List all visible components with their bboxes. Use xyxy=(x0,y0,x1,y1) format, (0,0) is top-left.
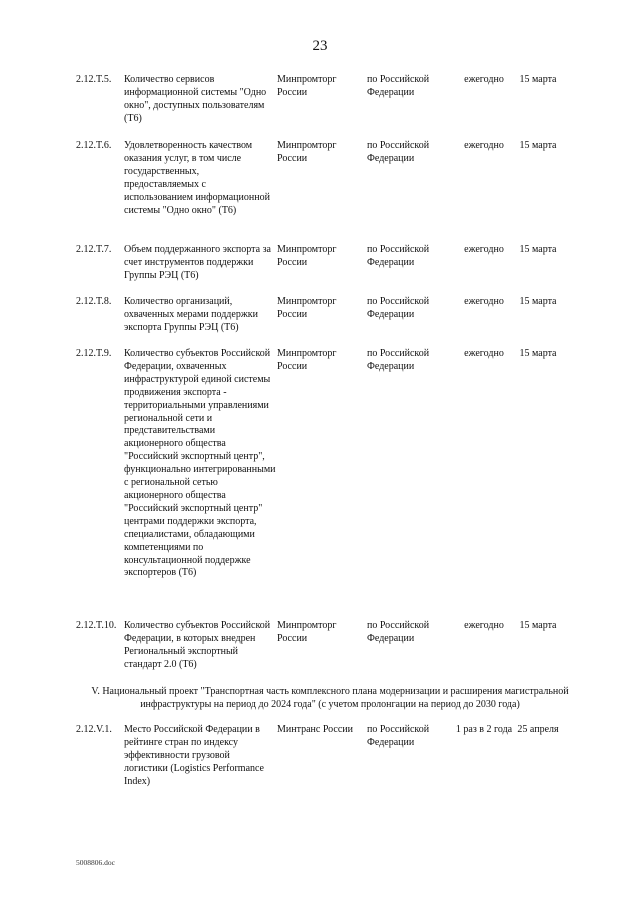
deadline: 15 марта xyxy=(519,74,557,85)
responsible-agency: Минтранс России xyxy=(277,724,353,735)
responsible-agency: Минпромторг России xyxy=(277,348,337,372)
indicator-code: 2.12.T.10. xyxy=(76,620,117,631)
responsible-agency: Минпромторг России xyxy=(277,296,337,320)
responsible-agency: Минпромторг России xyxy=(277,74,337,98)
frequency: ежегодно xyxy=(464,348,504,359)
indicator-code: 2.12.T.9. xyxy=(76,348,112,359)
frequency: ежегодно xyxy=(464,620,504,631)
frequency: ежегодно xyxy=(464,74,504,85)
indicator-code: 2.12.T.5. xyxy=(76,74,112,85)
deadline: 15 марта xyxy=(519,140,557,151)
indicator-code: 2.12.T.6. xyxy=(76,140,112,151)
indicator-name: Количество сервисов информационной системы "Одно окно", доступных пользователям (Т6) xyxy=(124,74,267,124)
frequency: 1 раз в 2 года xyxy=(455,724,513,735)
coverage-level: по Российской Федерации xyxy=(367,140,430,164)
deadline: 15 марта xyxy=(519,244,557,255)
file-name-footer: 5008806.doc xyxy=(76,858,115,867)
deadline: 15 марта xyxy=(519,348,557,359)
indicator-name: Место Российской Федерации в рейтинге стран по индексу эффективности грузовой логистики (Logistics Performance Index) xyxy=(124,724,264,787)
frequency: ежегодно xyxy=(464,244,504,255)
coverage-level: по Российской Федерации xyxy=(367,620,430,644)
deadline: 15 марта xyxy=(519,296,557,307)
indicator-name: Объем поддержанного экспорта за счет инструментов поддержки Группы РЭЦ (Т6) xyxy=(124,244,271,281)
section-heading: V. Национальный проект "Транспортная часть комплексного плана модернизации и расширения магистральной инфраструктуры на период до 2024 года" (с учетом пролонгации на период до 2030 года) xyxy=(91,686,569,710)
deadline: 15 марта xyxy=(519,620,557,631)
frequency: ежегодно xyxy=(464,140,504,151)
coverage-level: по Российской Федерации xyxy=(367,74,430,98)
indicator-code: 2.12.T.8. xyxy=(76,296,112,307)
indicator-code: 2.12.T.7. xyxy=(76,244,112,255)
page-number: 23 xyxy=(312,38,328,54)
frequency: ежегодно xyxy=(464,296,504,307)
responsible-agency: Минпромторг России xyxy=(277,620,337,644)
deadline: 25 апреля xyxy=(517,724,559,735)
indicator-name: Количество организаций, охваченных мерами поддержки экспорта Группы РЭЦ (Т6) xyxy=(124,296,258,333)
coverage-level: по Российской Федерации xyxy=(367,348,430,372)
indicator-name: Количество субъектов Российской Федерации, в которых внедрен Региональный экспортный стандарт 2.0 (Т6) xyxy=(124,620,271,670)
indicator-code: 2.12.V.1. xyxy=(76,724,112,735)
coverage-level: по Российской Федерации xyxy=(367,724,430,748)
indicator-name: Удовлетворенность качеством оказания услуг, в том числе государственных, предоставляемых с использованием информационной системы "Одно окно" (Т6) xyxy=(124,140,270,216)
coverage-level: по Российской Федерации xyxy=(367,296,430,320)
responsible-agency: Минпромторг России xyxy=(277,140,337,164)
responsible-agency: Минпромторг России xyxy=(277,244,337,268)
coverage-level: по Российской Федерации xyxy=(367,244,430,268)
indicator-name: Количество субъектов Российской Федерации, охваченных инфраструктурой единой системы продвижения экспорта - территориальными управлениями региональной сети и представительствами акционерного общества "Российский экспортный центр", функционально интегрированными с региональной сетью акционерного общества "Российский экспортный центр" центрами поддержки экспорта, специалистами, обладающими компетенциями по консультационной поддержке экспортеров (Т6) xyxy=(124,348,276,579)
